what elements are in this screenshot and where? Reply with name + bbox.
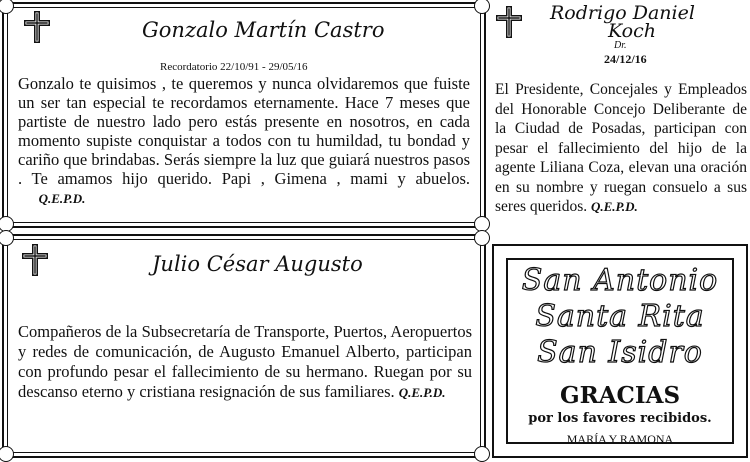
obituary-gonzalo — [2, 2, 486, 228]
thanks-heading: GRACIAS — [559, 382, 681, 409]
obituary-julio — [2, 234, 486, 458]
memorial-dates: Recordatorio 22/10/91 - 29/05/16 — [160, 61, 308, 73]
deceased-name-last: Koch — [608, 20, 657, 42]
deceased-name: Julio César Augusto — [152, 252, 363, 276]
obituary-text — [495, 80, 747, 217]
obituary-body: Compañeros de la Subsecretaría de Transporte, Puertos, Aeropuertos y redes de comunicación, de Augusto Emanuel Alberto, participan con profundo pesar el fallecimiento de su hermano. Ruegan por su descanso eterno y cristiana resignación de sus familiares. — [18, 322, 472, 401]
deceased-name: Gonzalo Martín Castro — [142, 18, 385, 42]
thanks-signature: MARÍA Y RAMONA — [566, 432, 674, 446]
obituary-text — [18, 322, 472, 403]
thanks-subheading: por los favores recibidos. — [528, 411, 712, 426]
thanks-inner-frame — [506, 258, 734, 444]
frame-corner — [474, 230, 490, 246]
cross-icon — [22, 244, 48, 276]
deceased-name-first: Rodrigo Daniel — [550, 2, 695, 24]
frame-corner — [0, 230, 14, 246]
qepd-closing: Q.E.P.D. — [398, 385, 446, 400]
obituary-body: Gonzalo te quisimos , te queremos y nunca olvidaremos que fuiste un ser tan especial te recordamos eternamente. Hace 7 meses que partiste de nuestro lado pero estás presente en nosotros, en cada momento supiste conquistar a todos con tu humildad, tu bondad y cariño que brindabas. Serás siempre la luz que guiará nuestros pasos . Te amamos hijo querido. Papi , Gimena , mami y abuelos. — [18, 74, 470, 188]
obituary-text — [18, 74, 470, 208]
saint-line: San Isidro — [537, 335, 703, 370]
qepd-closing: Q.E.P.D. — [591, 199, 638, 214]
thanks-notice — [492, 244, 748, 458]
frame-corner — [0, 0, 14, 14]
qepd-closing: Q.E.P.D. — [38, 191, 86, 206]
frame-corner — [474, 0, 490, 14]
cross-icon — [24, 11, 50, 43]
cross-icon — [496, 6, 522, 38]
saint-line: San Antonio — [521, 263, 719, 298]
obituary-body: El Presidente, Concejales y Empleados del Honorable Concejo Deliberante de la Ciudad de Posadas, participan con pesar el fallecimiento del hijo de la agente Liliana Coza, elevan una oración en su nombre y ruegan consuelo a sus seres queridos. — [495, 81, 747, 215]
deceased-title: Dr. — [614, 40, 627, 51]
obituary-rodrigo — [490, 0, 750, 232]
saint-line: Santa Rita — [535, 299, 705, 334]
death-date: 24/12/16 — [604, 52, 647, 66]
